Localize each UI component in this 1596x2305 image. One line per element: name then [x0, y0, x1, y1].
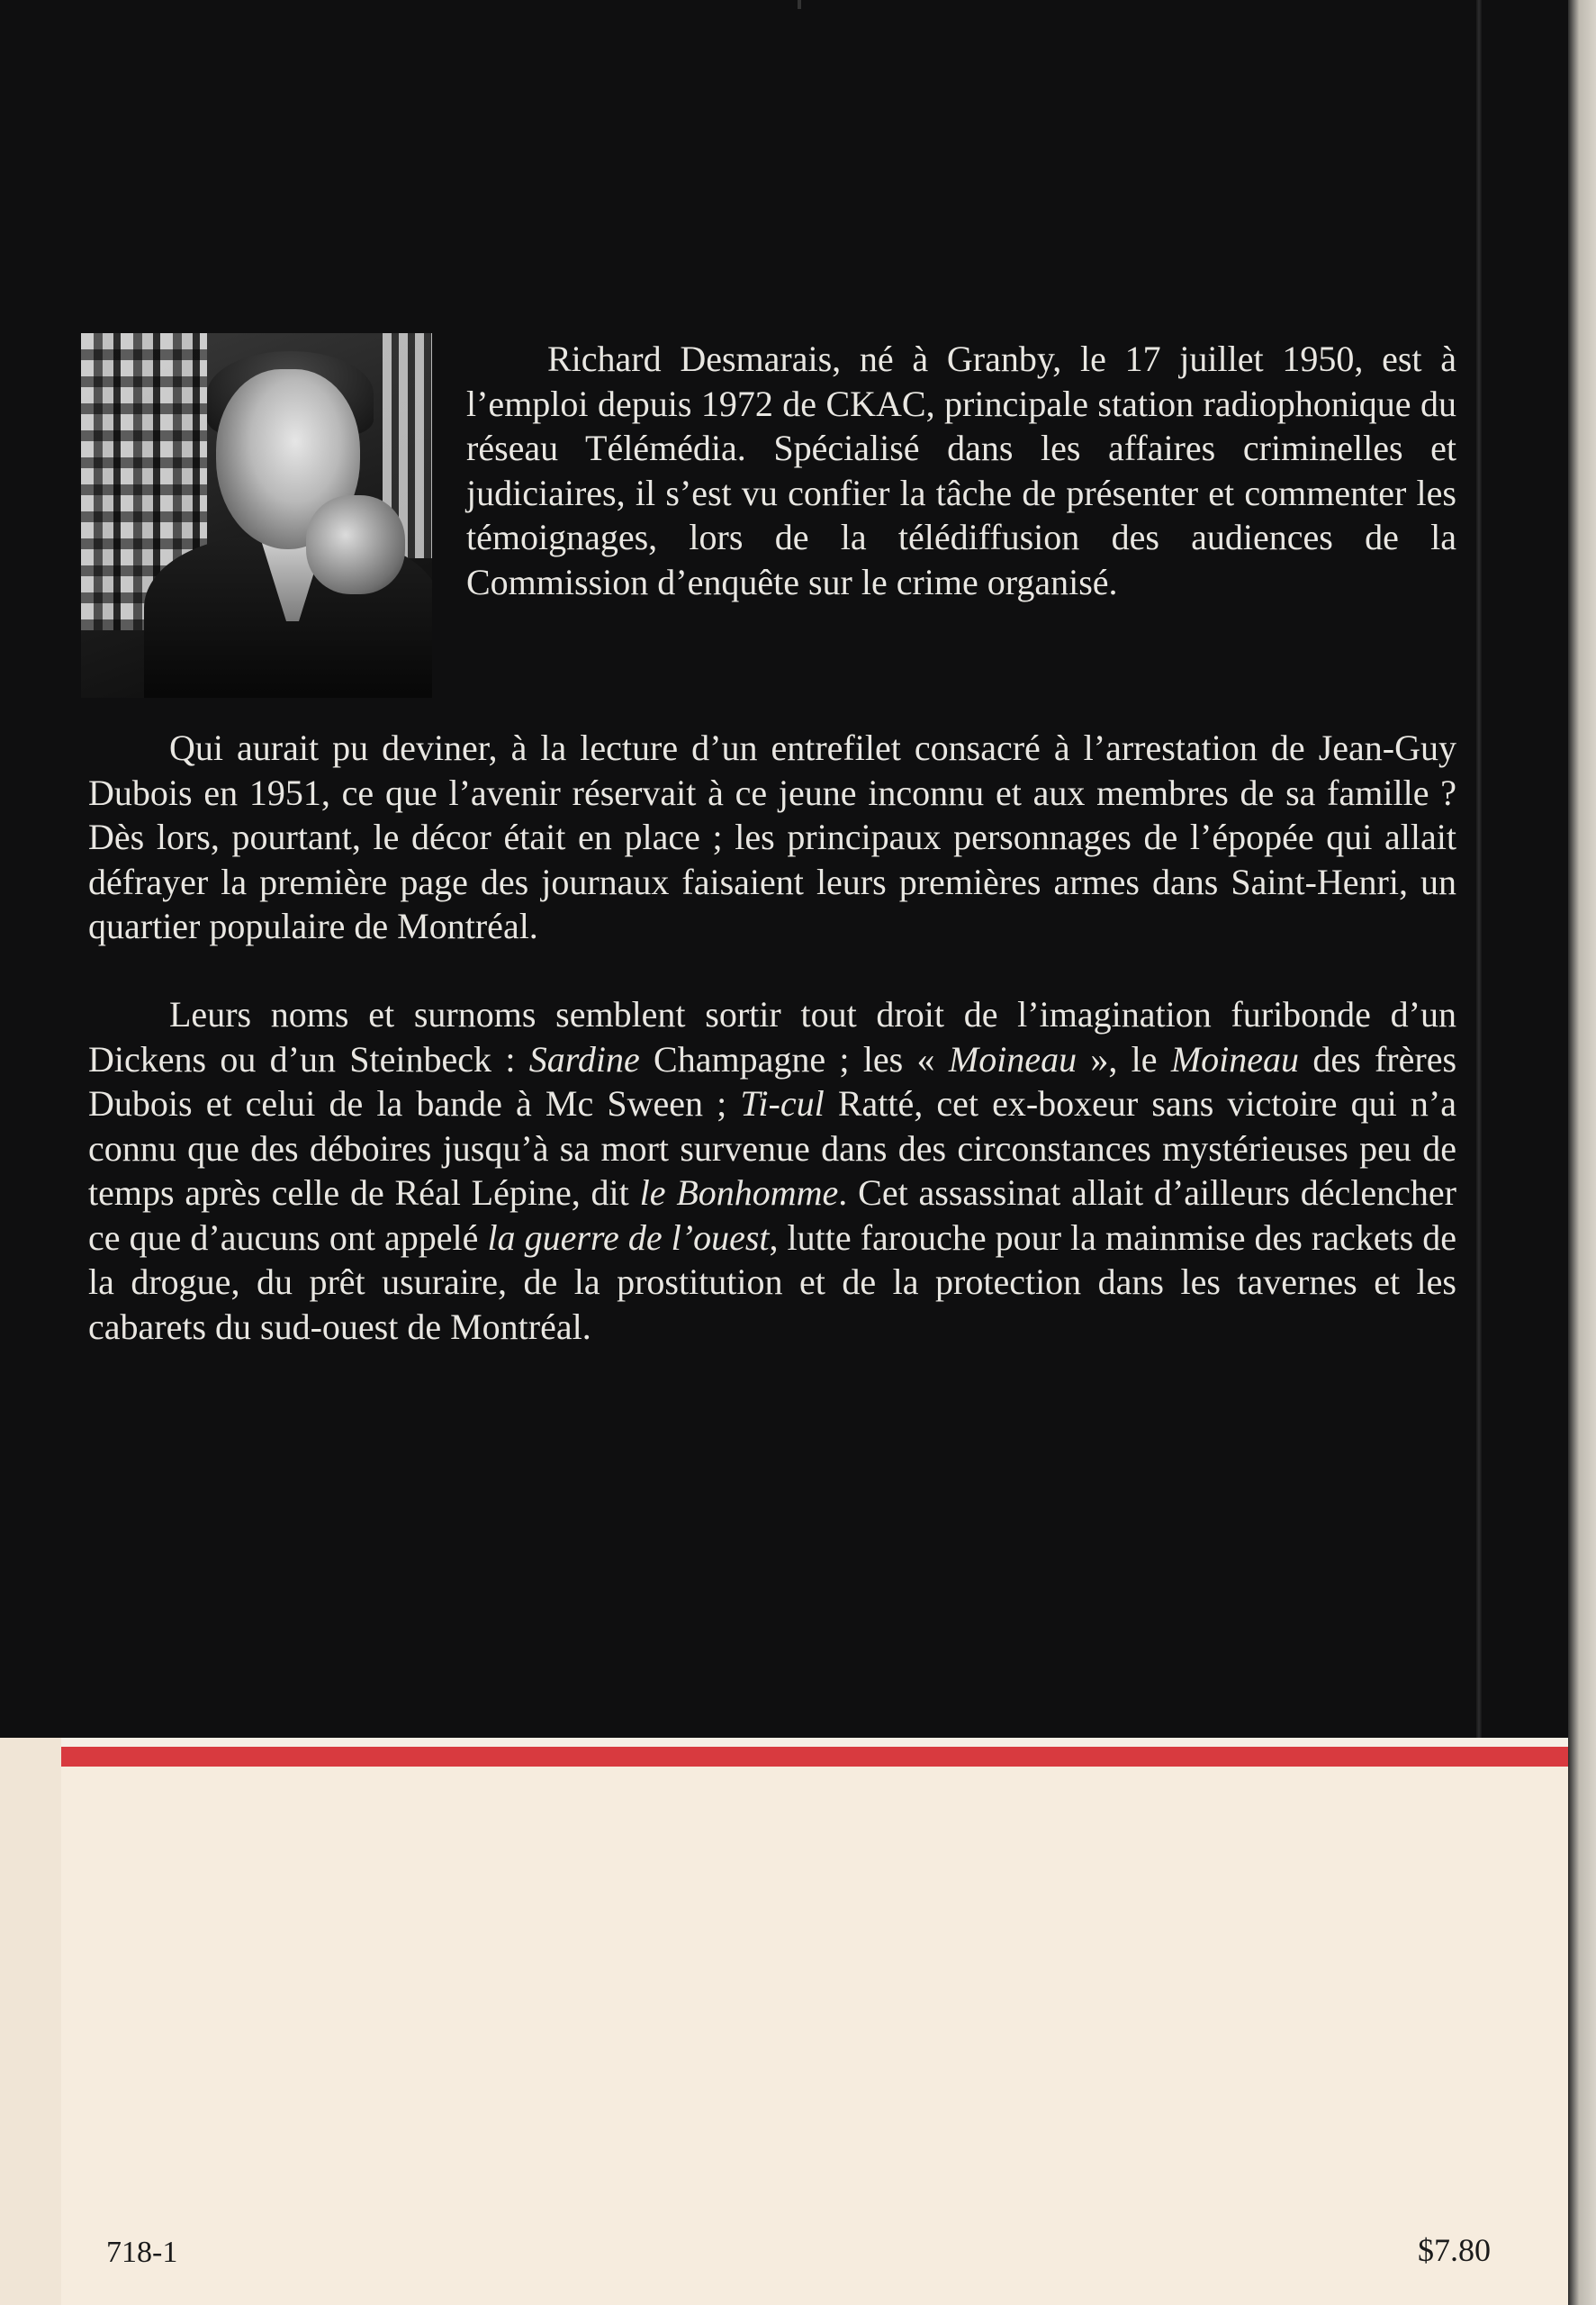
top-mark: [798, 0, 801, 9]
price-label: $7.80: [1418, 2232, 1491, 2268]
nickname-moineau-2: Moineau: [1170, 1038, 1300, 1080]
page-edge: [1568, 0, 1596, 2305]
nickname-moineau: Moineau: [948, 1038, 1078, 1080]
summary-paragraph-2: Leurs noms et surnoms semblent sortir tout droit de l’imagination furibonde d’un Dickens ou d’un Steinbeck : Sardine Champagne ; les « Moineau », le Moineau des frères Dubois et celui de la bande à Mc Sween ; Ti-cul Ratté, cet ex-boxeur sans victoire qui n’a connu que des déboires jusqu’à sa mort survenue dans des circonstances mystérieuses peu de temps après celle de Réal Lépine, dit le Bonhomme. Cet assassinat allait d’ailleurs déclencher ce que d’aucuns ont appelé la guerre de l’ouest, lutte farouche pour la mainmise des rackets de la drogue, du prêt usuraire, de la prostitution et de la protection dans les tavernes et les cabarets du sud-ouest de Montréal.: [88, 994, 1457, 1347]
red-stripe: [61, 1747, 1568, 1767]
cream-bottom-panel: [61, 1767, 1568, 2305]
cover-crease: [1476, 0, 1482, 1742]
author-bio: Richard Desmarais, né à Granby, le 17 juillet 1950, est à l’emploi depuis 1972 de CKAC, principale station radiophonique du réseau Télémédia. Spécialisé dans les affaires criminelles et judiciaires, il s’est vu confier la tâche de présenter et commenter les témoignages, lors de la télédiffusion des audiences de la Commission d’enquête sur le crime organisé.: [466, 339, 1456, 602]
nickname-ti-cul: Ti-cul: [740, 1083, 825, 1124]
author-photo: [81, 333, 432, 698]
summary-paragraph-1: Qui aurait pu deviner, à la lecture d’un entrefilet consacré à l’arrestation de Jean-Guy Dubois en 1951, ce que l’avenir réservait à ce jeune inconnu et aux membres de sa famille ? Dès lors, pourtant, le décor était en place ; les principaux personnages de l’épopée qui allait défrayer la première page des journaux faisaient leurs premières armes dans Saint-Henri, un quartier populaire de Montréal.: [88, 728, 1456, 946]
nickname-sardine: Sardine: [528, 1038, 640, 1080]
phrase-guerre-ouest: la guerre de l’ouest: [487, 1216, 770, 1258]
author-hand: [306, 495, 405, 594]
catalog-code: 718-1: [106, 2236, 178, 2269]
nickname-bonhomme: le Bonhomme: [639, 1172, 839, 1213]
